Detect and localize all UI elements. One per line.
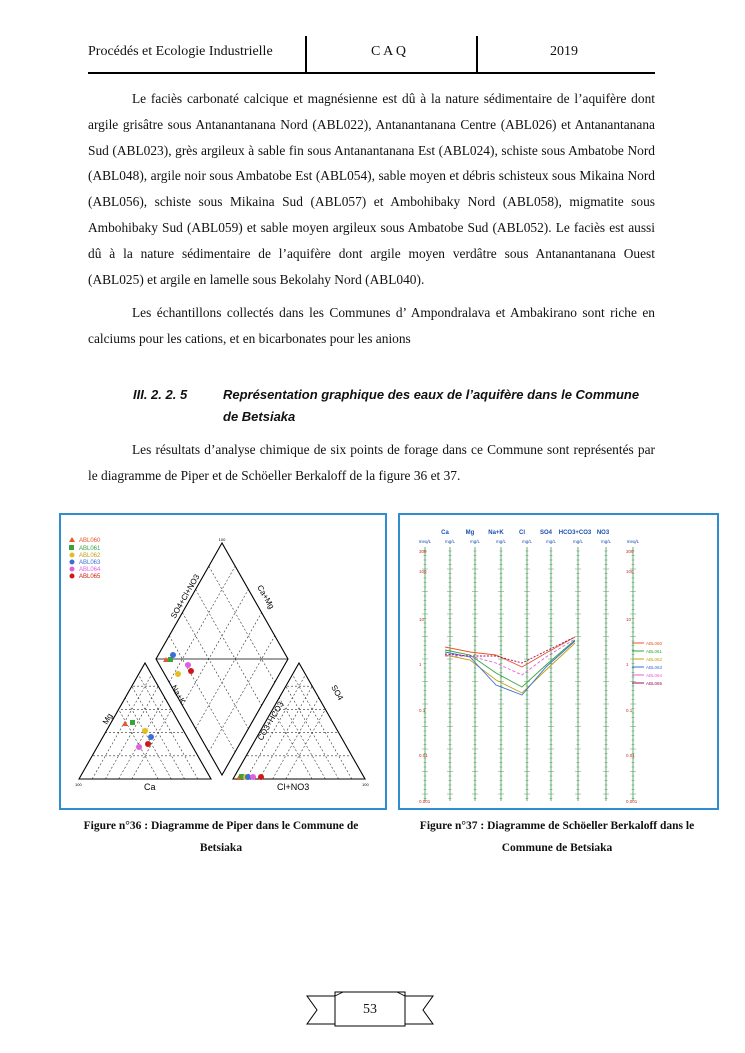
- column-header: HCO3+CO3: [558, 530, 592, 536]
- header-rule: [88, 72, 655, 74]
- tick-label: 0.01: [626, 753, 635, 758]
- point-abl065-cation: [145, 741, 151, 747]
- unit-label: meq/L: [626, 539, 640, 544]
- schoeller-figure: [398, 513, 719, 810]
- column-header: Cl: [519, 530, 525, 536]
- point-abl063-cation: [148, 734, 154, 740]
- unit-label: mg/L: [469, 539, 481, 544]
- axis-label-so4: SO4: [329, 683, 346, 702]
- tick-label: 100: [218, 537, 226, 542]
- tick-label: 100: [419, 569, 427, 574]
- point-abl062-cation: [142, 728, 148, 734]
- unit-label: mg/L: [495, 539, 507, 544]
- header-divider: [305, 36, 307, 72]
- tick-label: 0.1: [419, 708, 426, 713]
- axis-label-co3hco3: CO3+HCO3: [255, 699, 286, 742]
- legend-label: ABL063: [646, 665, 663, 670]
- legend-label: ABL060: [79, 538, 101, 544]
- series-line-abl060: [445, 637, 575, 667]
- figure36-caption: Figure n°36 : Diagramme de Piper dans le Commune de Betsiaka: [83, 820, 359, 854]
- axis-label-camg: Ca+Mg: [255, 583, 277, 611]
- legend-label: ABL063: [79, 560, 101, 566]
- axis-label-ca: Ca: [144, 782, 156, 792]
- unit-label: meq/L: [418, 539, 432, 544]
- figure37-caption: Figure n°37 : Diagramme de Schöeller Berkaloff dans le Commune de Betsiaka: [419, 820, 695, 854]
- legend-label: ABL064: [79, 567, 101, 573]
- point-abl064-anion: [250, 774, 256, 780]
- body-section: [88, 437, 655, 489]
- tick-label: 100: [75, 782, 82, 787]
- tick-label: 0.01: [419, 753, 428, 758]
- column-header: Ca: [441, 530, 449, 536]
- legend-marker: [70, 567, 75, 572]
- page-number: 53: [363, 1002, 377, 1017]
- tick-label: 300: [626, 549, 634, 554]
- unit-label: mg/L: [521, 539, 533, 544]
- page-number-banner: [305, 990, 435, 1030]
- tick-label: 300: [419, 549, 427, 554]
- page-header: [88, 36, 655, 74]
- schoeller-diagram: [400, 515, 717, 808]
- section-title: Représentation graphique des eaux de l’aquifère dans le Commune de Betsiaka: [223, 387, 640, 424]
- legend-marker: [69, 545, 74, 550]
- unit-label: mg/L: [444, 539, 456, 544]
- unit-label: mg/L: [600, 539, 612, 544]
- body-section: [88, 86, 655, 352]
- tick-label: 10: [626, 617, 632, 622]
- tick-label: 0.001: [626, 799, 638, 804]
- column-header: Na+K: [488, 530, 504, 536]
- legend-marker: [70, 574, 75, 579]
- legend-label: ABL060: [646, 641, 663, 646]
- piper-diagram: [61, 515, 385, 808]
- tick-label: 100: [626, 569, 634, 574]
- point-abl060-cation: [122, 721, 128, 726]
- unit-label: mg/L: [545, 539, 557, 544]
- legend-label: ABL062: [646, 657, 663, 662]
- legend-label: ABL061: [646, 649, 663, 654]
- legend-marker: [70, 553, 75, 558]
- unit-label: mg/L: [572, 539, 584, 544]
- piper-points: [122, 652, 264, 780]
- paragraph: Les échantillons collectés dans les Communes d’ Ampondralava et Ambakirano sont riche en calciums pour les cations, et en bicarbonates pour les anions: [88, 305, 655, 347]
- column-header: SO4: [539, 530, 553, 536]
- axis-label-mg: Mg: [100, 711, 115, 726]
- tick-label: 1: [419, 662, 422, 667]
- column-header: NO3: [596, 530, 610, 536]
- point-abl061-cation: [130, 720, 135, 725]
- tick-label: 10: [419, 617, 425, 622]
- legend-label: ABL065: [646, 681, 663, 686]
- point-abl063-diamond: [170, 652, 176, 658]
- point-abl065-anion: [258, 774, 264, 780]
- point-abl064-cation: [136, 744, 142, 750]
- header-right: 2019: [550, 44, 578, 59]
- header-divider: [476, 36, 478, 72]
- tick-label: 0.001: [419, 799, 431, 804]
- schoeller-legend: [632, 641, 663, 686]
- axis-label-clno3: Cl+NO3: [277, 782, 310, 792]
- axis-label-nak: Na+K: [169, 683, 188, 706]
- legend-label: ABL065: [79, 574, 101, 580]
- tick-label: 100: [362, 782, 369, 787]
- series-line-abl061: [445, 640, 575, 687]
- point-abl062-diamond: [175, 671, 181, 677]
- paragraph: Le faciès carbonaté calcique et magnésienne est dû à la nature sédimentaire de l’aquifère dont argile grisâtre sous Antanantanana Nord (ABL022), Antanantanana Centre (ABL026) et Antanantanana Sud (ABL023), grès argileux à sable fin sous Antanantanana Est (ABL024), schiste sous Ambatobe Nord (ABL048), argile noir sous Ambatobe Est (ABL054), sable moyen et débris schisteux sous Mikaina Nord (ABL056), schiste sous Mikaina Sud (ABL057) et Ambohibaky Nord (ABL058), migmatite sous Ambohibaky Sud (ABL059) et sable moyen argileux sous Ambatobe Sud (ABL052). Le faciès est aussi dû à la nature sédimentaire de l’aquifère dont argile moyen verdâtre sous Antanantanana Ouest (ABL025) et argile en lamelle sous Bekolahy Nord (ABL040).: [88, 91, 655, 287]
- paragraph: Les résultats d’analyse chimique de six points de forage dans ce Commune sont représentés par le diagramme de Piper et de Schöeller Berkaloff de la figure 36 et 37.: [88, 442, 655, 483]
- header-left: Procédés et Ecologie Industrielle: [88, 44, 273, 59]
- axis-label-so4clno3: SO4+Cl+NO3: [168, 572, 202, 620]
- point-abl064-diamond: [185, 662, 191, 668]
- header-center: C A Q: [371, 44, 407, 59]
- schoeller-series: [445, 637, 575, 695]
- legend-label: ABL064: [646, 673, 663, 678]
- legend-label: ABL061: [79, 546, 101, 552]
- tick-label: 1: [626, 662, 629, 667]
- legend-label: ABL062: [79, 553, 101, 559]
- legend-marker: [70, 560, 75, 565]
- section-number: III. 2. 2. 5: [133, 387, 188, 402]
- piper-legend: [69, 537, 101, 580]
- column-header: Mg: [465, 530, 475, 536]
- point-abl065-diamond: [188, 668, 194, 674]
- legend-marker: [69, 537, 75, 542]
- tick-label: 0.1: [626, 708, 633, 713]
- piper-figure: [59, 513, 387, 810]
